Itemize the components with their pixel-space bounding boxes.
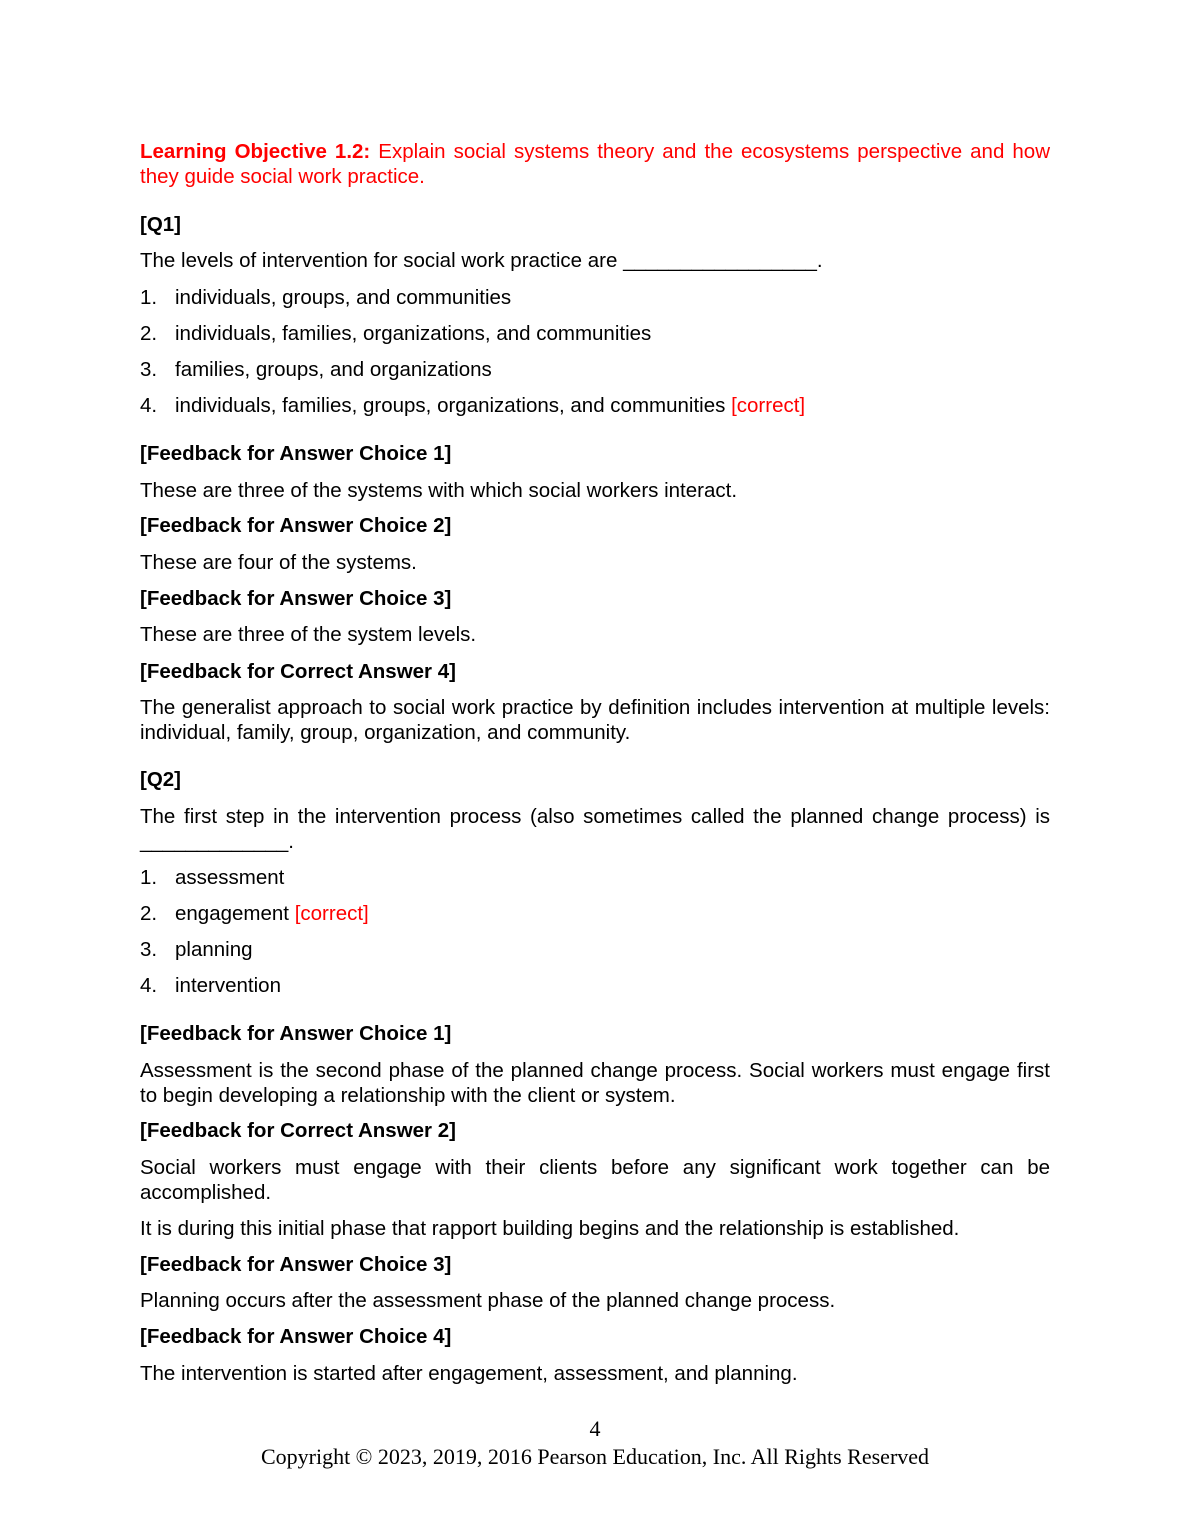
choice-text: assessment <box>175 866 285 889</box>
q2-stem: The first step in the intervention process (also sometimes called the planned change process) is _____________. <box>140 805 1050 853</box>
q2-choice-1 <box>140 865 1050 901</box>
objective-label: Learning Objective 1.2: <box>140 140 371 163</box>
q2-feedback-2-text: Social workers must engage with their clients before any significant work together can be accomplished. <box>140 1156 1050 1204</box>
choice-text: planning <box>175 938 253 961</box>
q1-feedback-3-text: These are three of the system levels. <box>140 623 477 646</box>
choice-text-main: engagement <box>175 902 295 925</box>
choice-number: 3. <box>140 358 158 381</box>
q1-feedback-2-heading: [Feedback for Answer Choice 2] <box>140 514 452 537</box>
choice-number: 3. <box>140 938 158 961</box>
choice-text: individuals, families, organizations, and communities <box>175 322 652 345</box>
q1-stem: The levels of intervention for social work practice are _________________. <box>140 249 823 272</box>
q1-choices <box>140 285 1050 429</box>
q1-choice-3 <box>140 357 1050 393</box>
q2-choice-4 <box>140 973 1050 1009</box>
choice-number: 4. <box>140 394 158 417</box>
choice-number: 4. <box>140 974 158 997</box>
choice-text-main: individuals, families, groups, organizations, and communities <box>175 394 732 417</box>
q1-choice-2 <box>140 321 1050 357</box>
choice-text: intervention <box>175 974 281 997</box>
choice-number: 2. <box>140 322 158 345</box>
q2-feedback-4-text: The intervention is started after engagement, assessment, and planning. <box>140 1362 798 1385</box>
q2-feedback-1-heading: [Feedback for Answer Choice 1] <box>140 1022 452 1045</box>
copyright-notice: Copyright © 2023, 2019, 2016 Pearson Education, Inc. All Rights Reserved <box>260 1444 930 1469</box>
q2-feedback-2-text-2: It is during this initial phase that rapport building begins and the relationship is established. <box>140 1217 960 1240</box>
choice-number: 2. <box>140 902 158 925</box>
q2-feedback-3-text: Planning occurs after the assessment phase of the planned change process. <box>140 1289 836 1312</box>
correct-tag: [correct] <box>731 394 806 417</box>
q2-feedback-1-text: Assessment is the second phase of the planned change process. Social workers must engage first to begin developing a relationship with the client or system. <box>140 1059 1050 1107</box>
q1-feedback-3-heading: [Feedback for Answer Choice 3] <box>140 587 452 610</box>
q1-feedback-1-text: These are three of the systems with which social workers interact. <box>140 479 738 502</box>
q2-choice-3 <box>140 937 1050 973</box>
choice-number: 1. <box>140 866 158 889</box>
q1-choice-4 <box>140 393 1050 429</box>
q1-feedback-2-text: These are four of the systems. <box>140 551 417 574</box>
q1-choice-1 <box>140 285 1050 321</box>
page-number: 4 <box>589 1416 601 1441</box>
q2-heading: [Q2] <box>140 768 181 791</box>
choice-text: families, groups, and organizations <box>175 358 492 381</box>
choice-text <box>175 393 805 429</box>
choice-text <box>175 901 369 937</box>
q2-feedback-3-heading: [Feedback for Answer Choice 3] <box>140 1253 452 1276</box>
q2-choice-2 <box>140 901 1050 937</box>
q1-feedback-4-text: The generalist approach to social work practice by definition includes intervention at multiple levels: individual, family, group, organization, and community. <box>140 696 1050 744</box>
choice-number: 1. <box>140 286 158 309</box>
q1-feedback-1-heading: [Feedback for Answer Choice 1] <box>140 442 452 465</box>
choice-text: individuals, groups, and communities <box>175 286 512 309</box>
correct-tag: [correct] <box>294 902 369 925</box>
objective-text: Explain social systems theory and the ecosystems perspective and how they guide social work practice. <box>140 140 1050 188</box>
q1-feedback-4-heading: [Feedback for Correct Answer 4] <box>140 660 456 683</box>
q2-feedback-4-heading: [Feedback for Answer Choice 4] <box>140 1325 452 1348</box>
q2-choices <box>140 865 1050 1009</box>
q2-feedback-2-heading: [Feedback for Correct Answer 2] <box>140 1119 456 1142</box>
q1-heading: [Q1] <box>140 213 181 236</box>
learning-objective <box>140 139 1050 189</box>
